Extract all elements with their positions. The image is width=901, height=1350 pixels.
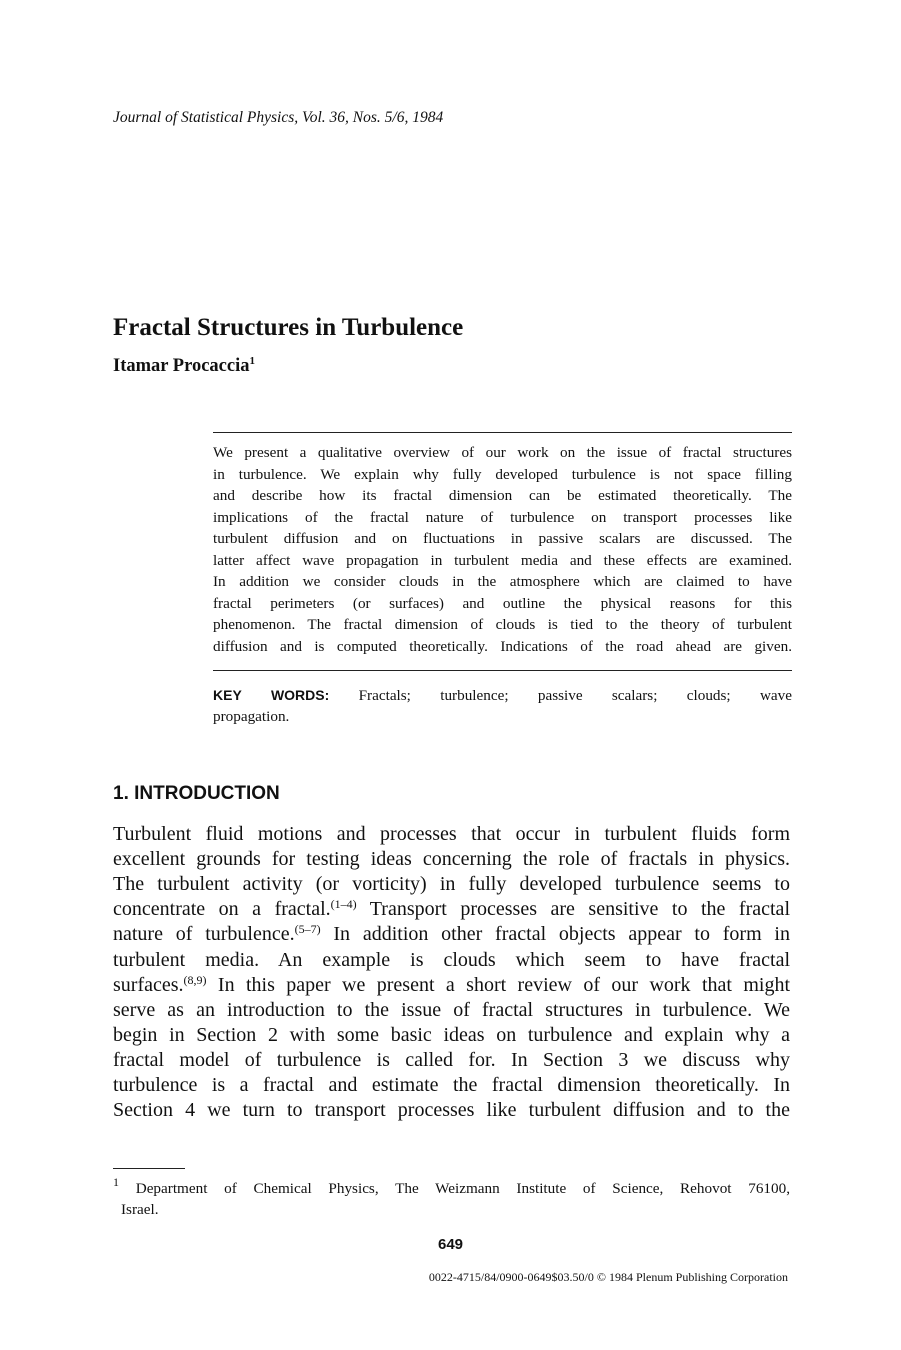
- text-segment: implications of the fractal nature of turbulence on transport processes like: [213, 508, 792, 526]
- abstract-line: [213, 573, 792, 591]
- paper-title: Fractal Structures in Turbulence: [113, 314, 464, 341]
- body-line: [113, 923, 790, 946]
- keywords-line: propagation.: [213, 708, 290, 725]
- abstract-bottom-rule: [213, 670, 792, 671]
- keywords-label: KEY WORDS:: [213, 687, 330, 703]
- text-segment: serve as an introduction to the issue of fractal structures in turbulence. We: [113, 998, 790, 1021]
- footnote-line: [113, 1175, 790, 1198]
- text-segment: Transport processes are sensitive to the fractal: [356, 898, 790, 921]
- journal-citation: Journal of Statistical Physics, Vol. 36, Nos. 5/6, 1984: [113, 109, 444, 126]
- text-segment: in turbulence. We explain why fully developed turbulence is not space filling: [213, 465, 792, 483]
- author-footnote-mark: 1: [249, 355, 255, 367]
- footnote-mark: 1: [113, 1175, 119, 1189]
- footnote-rule: [113, 1168, 185, 1169]
- text-segment: Turbulent fluid motions and processes that occur in turbulent fluids form: [113, 823, 790, 845]
- footnote-text: Department of Chemical Physics, The Weizmann Institute of Science, Rehovot 76100,: [119, 1180, 790, 1197]
- body-line: [113, 999, 790, 1022]
- text-segment: turbulence is a fractal and estimate the fractal dimension theoretically. In: [113, 1074, 790, 1096]
- keywords-list: Fractals; turbulence; passive scalars; clouds; wave: [358, 687, 793, 704]
- body-line: [113, 848, 790, 871]
- body-line: [113, 873, 790, 896]
- body-line: [113, 1049, 790, 1072]
- author-name: Itamar Procaccia: [113, 356, 250, 377]
- body-line: [113, 898, 790, 921]
- text-segment: turbulent diffusion and on fluctuations in passive scalars are discussed. The: [213, 530, 792, 547]
- page-number: 649: [437, 1236, 464, 1253]
- text-segment: In addition we consider clouds in the atmosphere which are claimed to have: [213, 573, 792, 590]
- body-line: [113, 1024, 790, 1047]
- abstract-line: [213, 552, 792, 570]
- abstract-line: [213, 466, 792, 484]
- abstract-line: [213, 487, 792, 505]
- abstract-line: [213, 530, 792, 548]
- text-segment: latter affect wave propagation in turbulent media and these effects are examined.: [213, 551, 792, 569]
- text-segment: Section 4 we turn to transport processes like turbulent diffusion and to the: [113, 1099, 790, 1122]
- keywords-line: [213, 687, 792, 705]
- citation-superscript: (1–4): [330, 897, 357, 912]
- text-segment: phenomenon. The fractal dimension of clouds is tied to the theory of turbulent: [213, 616, 792, 633]
- body-line: [113, 1099, 790, 1122]
- abstract-line: [213, 509, 792, 527]
- citation-superscript: (5–7): [294, 922, 321, 937]
- abstract-line: [213, 638, 792, 656]
- author: [113, 355, 255, 377]
- text-segment: We present a qualitative overview of our work on the issue of fractal structures: [213, 444, 792, 461]
- footnote-line: Israel.: [121, 1201, 159, 1218]
- body-line: [113, 949, 790, 972]
- text-segment: turbulent media. An example is clouds which seem to have fractal: [113, 948, 790, 971]
- text-segment: begin in Section 2 with some basic ideas on turbulence and explain why a: [113, 1023, 790, 1046]
- text-segment: excellent grounds for testing ideas concerning the role of fractals in physics.: [113, 848, 790, 871]
- body-line: [113, 823, 790, 846]
- text-segment: In addition other fractal objects appear to form in: [320, 923, 790, 946]
- citation-superscript: (8,9): [183, 972, 207, 987]
- text-segment: and describe how its fractal dimension can be estimated theoretically. The: [213, 487, 792, 504]
- text-segment: concentrate on a fractal.: [113, 898, 331, 921]
- abstract-line: [213, 595, 792, 613]
- text-segment: nature of turbulence.: [113, 923, 295, 946]
- body-line: [113, 974, 790, 997]
- abstract-line: [213, 616, 792, 634]
- abstract-line: [213, 444, 792, 462]
- text-segment: The turbulent activity (or vorticity) in fully developed turbulence seems to: [113, 873, 790, 896]
- text-segment: fractal perimeters (or surfaces) and outline the physical reasons for this: [213, 594, 792, 612]
- body-line: [113, 1074, 790, 1097]
- text-segment: surfaces.: [113, 973, 184, 996]
- abstract-top-rule: [213, 432, 792, 433]
- text-segment: fractal model of turbulence is called for. In Section 3 we discuss why: [113, 1048, 790, 1071]
- section-heading: 1. INTRODUCTION: [113, 783, 280, 804]
- copyright-line: 0022-4715/84/0900-0649$03.50/0 © 1984 Plenum Publishing Corporation: [428, 1270, 788, 1284]
- text-segment: diffusion and is computed theoretically. Indications of the road ahead are given.: [213, 637, 792, 655]
- text-segment: In this paper we present a short review of our work that might: [206, 973, 790, 996]
